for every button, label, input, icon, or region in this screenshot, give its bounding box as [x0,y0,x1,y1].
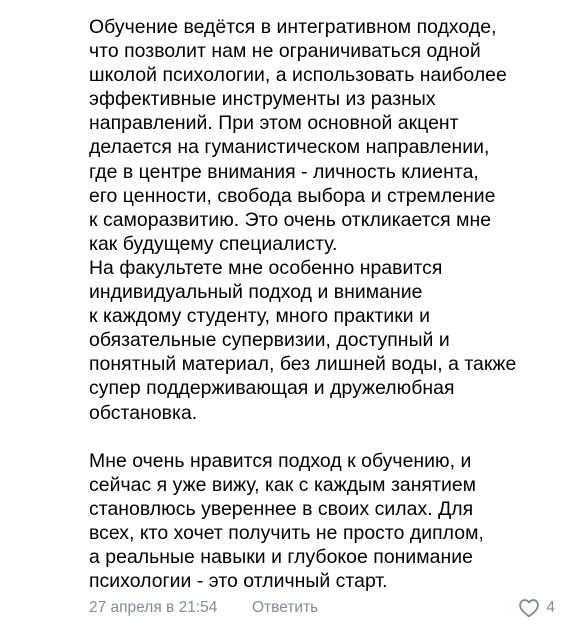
comment-line: делается на гуманистическом направлении, [89,136,490,159]
comment-line: Обучение ведётся в интегративном подходе, [89,16,497,38]
paragraph-gap [89,425,559,449]
comment-line: понятный материал, без лишней воды, а также [89,353,517,376]
comment-line: становлюсь увереннее в своих силах. Для [89,497,474,520]
comment-line: На факультете мне особенно нравится [89,256,443,279]
comment-line: направлений. При этом основной акцент [89,112,459,135]
comment-line: а реальные навыки и глубокое понимание [89,546,473,569]
like-button[interactable] [518,597,555,619]
comment-footer [89,597,555,619]
comment-line: к каждому студенту, много практики и [89,305,431,328]
comment-line: психологии - это отличный старт. [89,570,388,593]
comment-line: сейчас я уже вижу, как с каждым занятием [89,473,477,496]
comment-text [89,15,559,593]
comment-line: обязательные супервизии, доступный и [89,329,450,352]
comment-line: эффективные инструменты из разных [89,88,436,111]
comment-line: его ценности, свобода выбора и стремление [89,184,496,207]
comment-line: индивидуальный подход и внимание [89,281,423,304]
comment-timestamp[interactable]: 27 апреля в 21:54 [89,599,218,616]
comment-line: к саморазвитию. Это очень откликается мне [89,208,492,231]
comment-line: Мне очень нравится подход к обучению, и [89,449,472,472]
reply-button[interactable]: Ответить [252,599,319,616]
comment-line: супер поддерживающая и дружелюбная [89,377,455,400]
heart-outline-icon [518,598,540,618]
comment-line: как будущему специалисту. [89,232,338,255]
comment-line: обстановка. [89,401,198,424]
comment-line: всех, кто хочет получить не просто диплом, [89,521,484,544]
like-count: 4 [546,599,555,616]
comment-line: где в центре внимания - личность клиента, [89,160,479,183]
comment-line: школой психологии, а использовать наиболее [89,64,507,87]
comment-line: что позволит нам не ограничиваться одной [89,40,481,63]
